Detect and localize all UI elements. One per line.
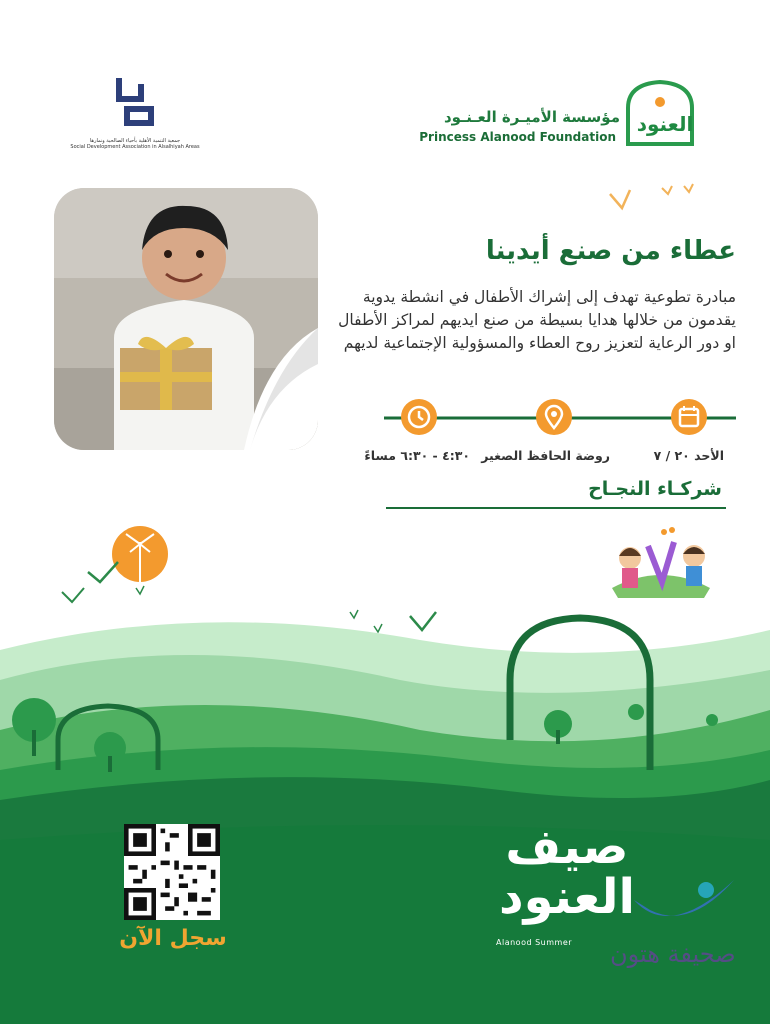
partners-heading: شركـاء النجـاح bbox=[588, 478, 722, 500]
foundation-name-en: Princess Alanood Foundation bbox=[419, 130, 616, 144]
calendar-icon bbox=[670, 398, 708, 436]
watermark-text: صحيفة هتون bbox=[610, 940, 736, 968]
clock-icon bbox=[400, 398, 438, 436]
watermark-swoosh-icon bbox=[630, 870, 740, 950]
photo-illustration bbox=[54, 188, 318, 450]
event-time: ٤:٣٠ - ٦:٣٠ مساءً bbox=[364, 448, 470, 463]
sda-caption bbox=[70, 138, 200, 150]
birds-decoration bbox=[600, 180, 710, 220]
sda-caption-en: Social Development Association in Alsalhiyah Areas bbox=[70, 144, 200, 150]
register-now-button[interactable]: سجل الآن bbox=[119, 926, 227, 951]
event-location: روضة الحافظ الصغير bbox=[481, 448, 610, 463]
event-title: عطاء من صنع أيدينا bbox=[485, 236, 736, 266]
anood-logo-word: العنود bbox=[636, 112, 694, 136]
registration-qr-code[interactable] bbox=[124, 824, 220, 920]
event-date: الأحد ٢٠ / ٧ bbox=[653, 448, 724, 463]
location-pin-icon bbox=[535, 398, 573, 436]
sda-caption-ar: جمعية التنمية الأهلية بأحياء الصالحية ونمارها bbox=[89, 138, 181, 144]
foundation-name-ar: مؤسسة الأميـرة العـنـود bbox=[443, 108, 620, 126]
partners-divider bbox=[386, 507, 726, 509]
alanood-summer-logo: صيف العنود bbox=[499, 819, 635, 925]
child-with-gift-photo bbox=[54, 188, 318, 450]
alanood-summer-caption: Alanood Summer bbox=[496, 938, 573, 947]
event-description: مبادرة تطوعية تهدف إلى إشراك الأطفال في انشطة يدوية يقدمون من خلالها هدايا بسيطة من صنع ايديهم لمراكز الأطفال او دور الرعاية لتعزيز روح العطاء والمسؤولية الإجتماعية لديهم bbox=[338, 288, 736, 352]
